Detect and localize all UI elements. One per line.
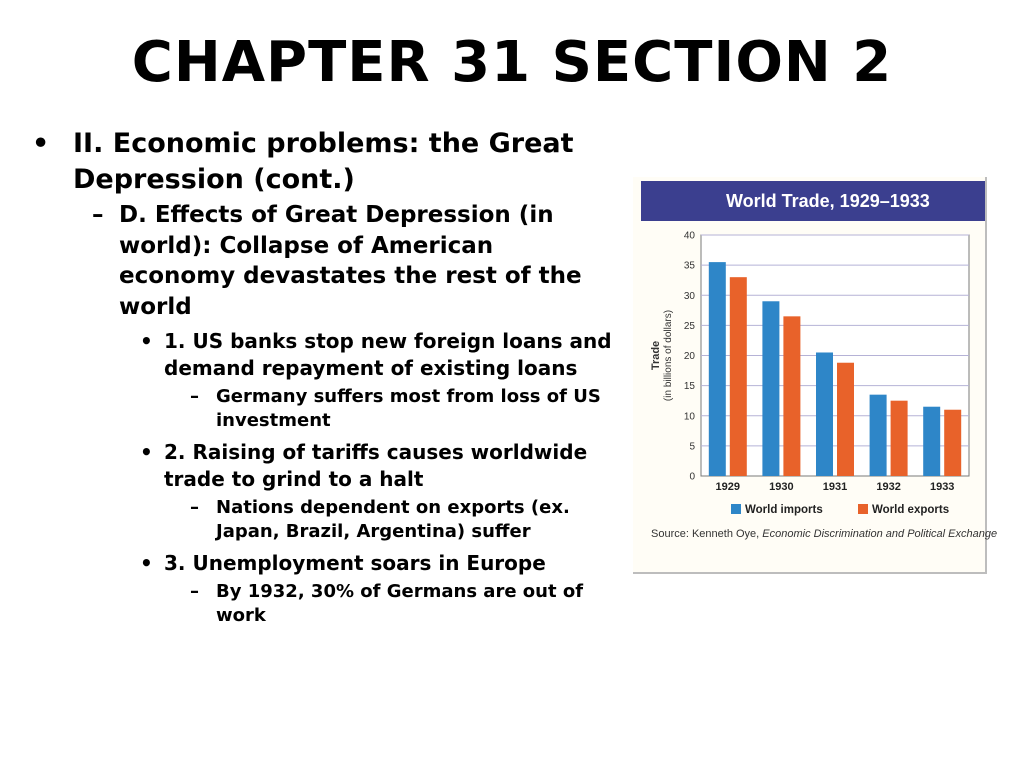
bar-world-exports-1930: [783, 316, 800, 476]
bar-world-exports-1929: [730, 277, 747, 476]
bullet-item: [30, 385, 615, 433]
bullet-marker: –: [190, 497, 199, 518]
bullet-item: [30, 580, 615, 628]
x-tick-label: 1932: [876, 481, 901, 493]
bullet-marker: •: [140, 440, 153, 464]
x-tick-label: 1929: [715, 481, 741, 493]
y-tick-label: 20: [683, 351, 695, 362]
bullet-text: 3. Unemployment soars in Europe: [164, 551, 546, 575]
bar-world-imports-1932: [870, 395, 887, 476]
legend-label: World exports: [872, 504, 950, 516]
legend-label: World imports: [745, 504, 823, 516]
y-tick-label: 0: [689, 471, 695, 483]
bullet-text: 2. Raising of tariffs causes worldwide trade to grind to a halt: [164, 440, 588, 491]
bullet-text: Nations dependent on exports (ex. Japan, Brazil, Argentina) suffer: [216, 497, 570, 542]
x-tick-label: 1933: [929, 481, 955, 493]
chart-source-prefix: Source: Kenneth Oye,: [651, 528, 763, 540]
y-tick-label: 30: [683, 290, 695, 302]
chart-title: World Trade, 1929–1933: [641, 181, 985, 221]
x-tick-label: 1930: [769, 481, 794, 493]
bar-world-exports-1932: [891, 401, 908, 476]
bullet-marker: •: [140, 551, 153, 575]
bar-world-imports-1929: [709, 262, 726, 476]
world-trade-chart: [633, 177, 998, 574]
slide-title: CHAPTER 31 SECTION 2: [131, 30, 893, 95]
y-tick-label: 25: [683, 320, 695, 332]
bullet-text: Germany suffers most from loss of US investment: [216, 386, 601, 431]
bullet-item: [30, 126, 615, 198]
bullet-item: [30, 439, 615, 493]
bar-world-imports-1931: [816, 352, 833, 476]
y-axis-sublabel: (in billions of dollars): [663, 309, 674, 402]
y-tick-label: 5: [689, 441, 695, 453]
bullet-text: 1. US banks stop new foreign loans and demand repayment of existing loans: [164, 329, 612, 380]
bullet-list: [30, 126, 615, 628]
bar-world-imports-1933: [923, 407, 940, 476]
bullet-marker: •: [32, 128, 50, 159]
bullet-marker: •: [140, 329, 153, 353]
y-tick-label: 15: [683, 381, 695, 393]
chart-source: [651, 528, 997, 540]
bullet-marker: –: [190, 581, 199, 602]
bar-world-imports-1930: [762, 301, 779, 476]
bullet-item: [30, 496, 615, 544]
y-tick-label: 10: [683, 411, 695, 423]
y-tick-label: 35: [683, 260, 695, 272]
bullet-text: By 1932, 30% of Germans are out of work: [216, 581, 584, 626]
bullet-marker: –: [190, 386, 199, 407]
bullet-text: II. Economic problems: the Great Depression (cont.): [73, 128, 574, 195]
bullet-marker: –: [92, 202, 104, 228]
bullet-item: [30, 550, 615, 577]
chart-source-title: Economic Discrimination and Political Exchange: [762, 528, 998, 540]
bar-world-exports-1931: [837, 363, 854, 476]
y-tick-label: 40: [683, 230, 695, 242]
bullet-item: [30, 328, 615, 382]
legend-swatch: [731, 504, 741, 514]
bar-world-exports-1933: [944, 410, 961, 476]
chart-plot: [633, 177, 985, 572]
bullet-item: [30, 200, 615, 322]
x-tick-label: 1931: [822, 481, 848, 493]
y-axis-label: Trade: [650, 340, 662, 371]
bullet-text: D. Effects of Great Depression (in world): Collapse of American economy devastates the rest of the world: [119, 202, 582, 320]
legend-swatch: [858, 504, 868, 514]
